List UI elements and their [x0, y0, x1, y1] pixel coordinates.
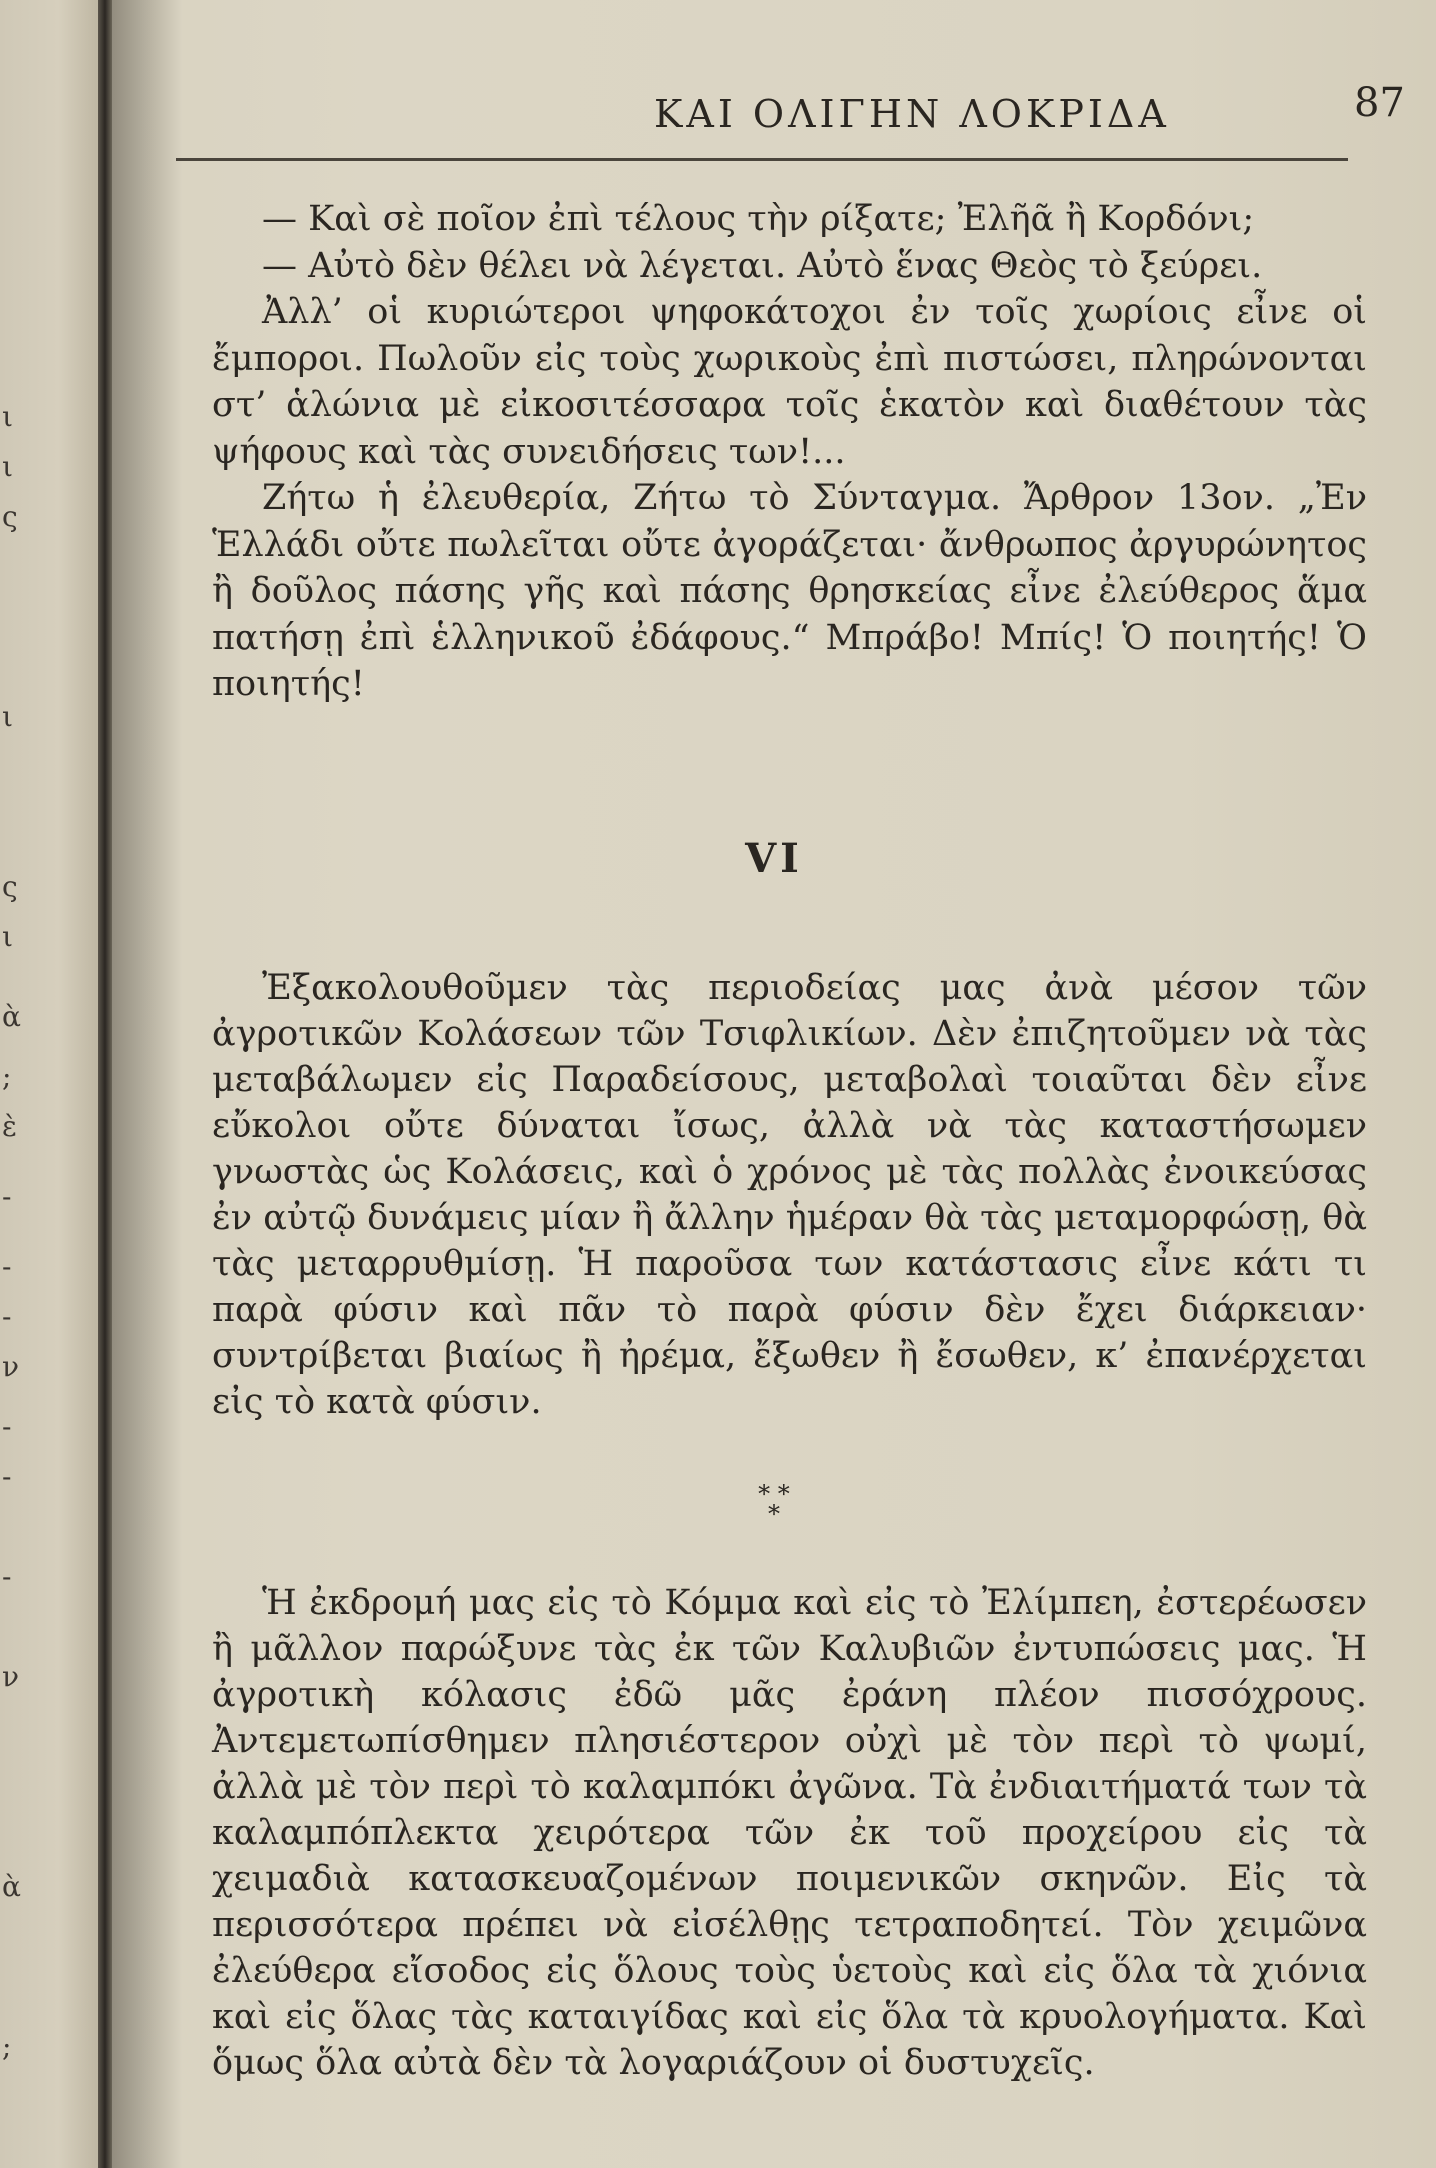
facing-page-margin: [2, 0, 32, 2168]
asterism-line: * *: [758, 1480, 790, 1508]
header-rule: [176, 158, 1348, 161]
margin-mark: ς: [2, 500, 18, 533]
margin-mark: -: [2, 1410, 12, 1443]
paragraph: — Καὶ σὲ ποῖον ἐπὶ τέλους τὴν ρίξατε; Ἐλῆᾶ ἢ Κορδόνι;: [262, 199, 1255, 239]
margin-mark: ὰ: [2, 1870, 21, 1903]
section-one-text: [212, 196, 1367, 708]
book-gutter: [98, 0, 112, 2168]
margin-mark: ὰ: [2, 1000, 21, 1033]
margin-mark: -: [2, 1250, 12, 1283]
book-page: [112, 0, 1436, 2168]
running-title: ΚΑΙ ΟΛΙΓΗΝ ΛΟΚΡΙΔΑ: [654, 92, 1170, 136]
margin-mark: -: [2, 1180, 12, 1213]
margin-mark: ;: [2, 1060, 12, 1093]
paragraph: — Αὐτὸ δὲν θέλει νὰ λέγεται. Αὐτὸ ἕνας Θεὸς τὸ ξεύρει.: [262, 245, 1263, 286]
margin-mark: ν: [2, 1660, 20, 1693]
margin-mark: ι: [2, 450, 13, 483]
margin-mark: ι: [2, 700, 13, 733]
asterism-divider: [112, 1480, 1436, 1528]
paragraph: Ἡ ἐκδρομή μας εἰς τὸ Κόμμα καὶ εἰς τὸ Ἐλίμπεη, ἐστερέωσεν ἢ μᾶλλον παρώξυνε τὰς ἐκ τῶν Καλυβιῶν ἐντυπώσεις μας. Ἡ ἀγροτικὴ κόλασις ἐδῶ μᾶς ἐράνη πλέον πισσόχρους. Ἀντεμετωπίσθημεν πλησιέστερον οὐχὶ μὲ τὸν περὶ τὸ ψωμί, ἀλλὰ μὲ τὸν περὶ τὸ καλαμπόκι ἀγῶνα. Τὰ ἐνδιαιτήματά των τὰ καλαμπόπλεκτα χειρότερα τῶν ἐκ τοῦ προχείρου εἰς τὰ χειμαδιὰ κατασκευαζομένων ποιμενικῶν σκηνῶν. Εἰς τὰ περισσότερα πρέπει νὰ εἰσέλθῃς τετραποδητεί. Τὸν χειμῶνα ἐλεύθερα εἴσοδος εἰς ὅλους τοὺς ὑετοὺς καὶ εἰς ὅλα τὰ χιόνια καὶ εἰς ὅλας τὰς καταιγίδας καὶ εἰς ὅλα τὰ κρυολογήματα. Καὶ ὅμως ὅλα αὐτὰ δὲν τὰ λογαριάζουν οἱ δυστυχεῖς.: [212, 1583, 1367, 2083]
margin-mark: ι: [2, 920, 13, 953]
margin-mark: ν: [2, 1350, 20, 1383]
paragraph: Ἀλλ’ οἱ κυριώτεροι ψηφοκάτοχοι ἐν τοῖς χωρίοις εἶνε οἱ ἔμποροι. Πωλοῦν εἰς τοὺς χωρικοὺς ἐπὶ πιστώσει, πληρώνονται στ’ ἁλώνια μὲ εἰκοσιτέσσαρα τοῖς ἑκατὸν καὶ διαθέτουν τὰς ψήφους καὶ τὰς συνειδήσεις των!...: [212, 292, 1367, 472]
page-number: 87: [1354, 80, 1405, 126]
paragraph: Ἐξακολουθοῦμεν τὰς περιοδείας μας ἀνὰ μέσον τῶν ἀγροτικῶν Κολάσεων τῶν Τσιφλικίων. Δὲν ἐπιζητοῦμεν νὰ τὰς μεταβάλωμεν εἰς Παραδείσους, μεταβολαὶ τοιαῦται δὲν εἶνε εὔκολοι οὔτε δύναται ἴσως, ἀλλὰ νὰ τὰς καταστήσωμεν γνωστὰς ὡς Κολάσεις, καὶ ὁ χρόνος μὲ τὰς πολλὰς ἐνοικεύσας ἐν αὐτῷ δυνάμεις μίαν ἢ ἄλλην ἡμέραν θὰ τὰς μεταμορφώσῃ, θὰ τὰς μεταρρυθμίσῃ. Ἡ παροῦσα των κατάστασις εἶνε κάτι τι παρὰ φύσιν καὶ πᾶν τὸ παρὰ φύσιν δὲν ἔχει διάρκειαν· συντρίβεται βιαίως ἢ ἠρέμα, ἔξωθεν ἢ ἔσωθεν, κ’ ἐπανέρχεται εἰς τὸ κατὰ φύσιν.: [212, 968, 1367, 1422]
section-heading: VI: [745, 835, 803, 882]
section-three-text: [212, 1580, 1367, 2086]
page-header: [184, 80, 1405, 140]
margin-mark: ;: [2, 2030, 12, 2063]
facing-page-edge: [0, 0, 98, 2168]
margin-mark: ὲ: [2, 1110, 18, 1143]
margin-mark: ι: [2, 400, 13, 433]
margin-mark: -: [2, 1460, 12, 1493]
gutter-shadow: [112, 0, 182, 2168]
section-two-text: [212, 965, 1367, 1425]
margin-mark: -: [2, 1560, 12, 1593]
margin-mark: -: [2, 1300, 12, 1333]
asterism-line: *: [768, 1500, 780, 1528]
margin-mark: ς: [2, 870, 18, 903]
paragraph: Ζήτω ἡ ἐλευθερία, Ζήτω τὸ Σύνταγμα. Ἄρθρον 13ον. „Ἐν Ἑλλάδι οὔτε πωλεῖται οὔτε ἀγοράζεται· ἄνθρωπος ἀργυρώνητος ἢ δοῦλος πάσης γῆς καὶ πάσης θρησκείας εἶνε ἐλεύθερος ἅμα πατήσῃ ἐπὶ ἑλληνικοῦ ἐδάφους.“ Μπράβο! Μπίς! Ὁ ποιητής! Ὁ ποιητής!: [212, 478, 1367, 704]
